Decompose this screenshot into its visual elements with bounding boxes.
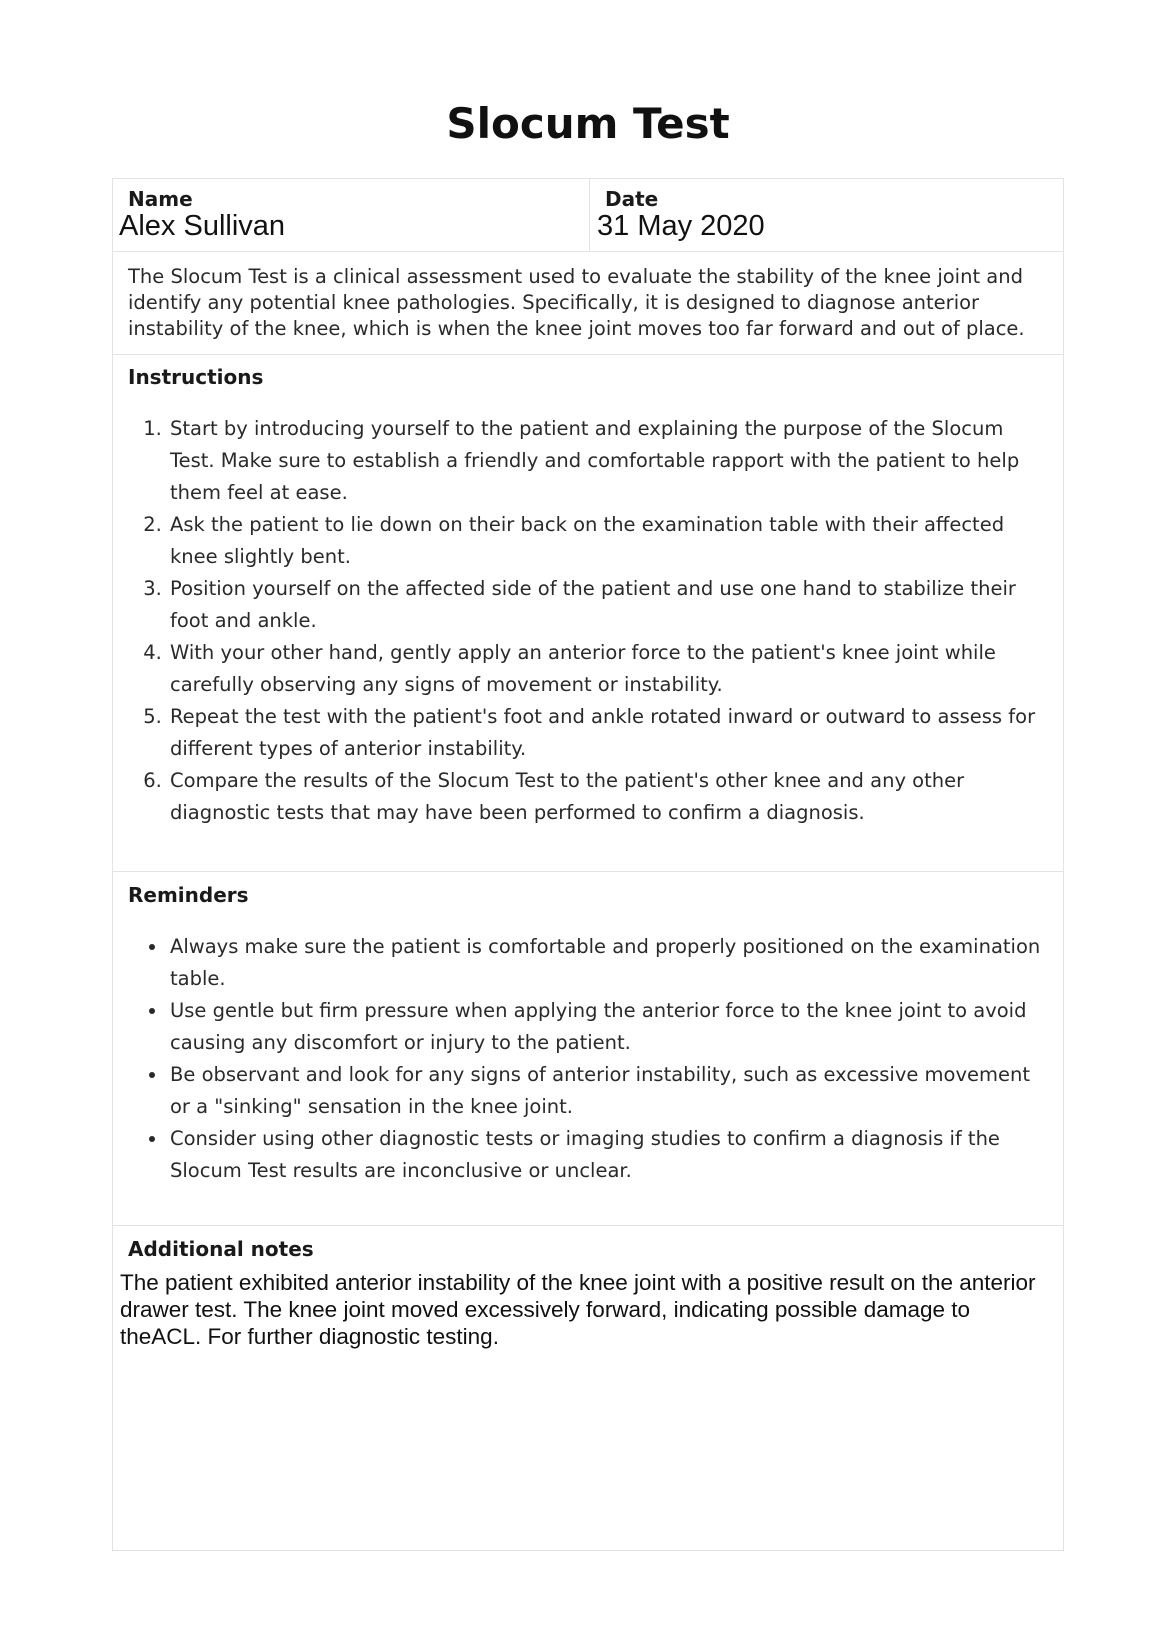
name-label: Name bbox=[128, 187, 193, 211]
list-item: 5. Repeat the test with the patient's foot and ankle rotated inward or outward to assess for different types of anterior instability. bbox=[168, 701, 1053, 765]
date-label: Date bbox=[605, 187, 659, 211]
instructions-list bbox=[128, 413, 1053, 829]
divider bbox=[113, 871, 1063, 872]
list-item: 6. Compare the results of the Slocum Test to the patient's other knee and any other diagnostic tests that may have been performed to confirm a diagnosis. bbox=[168, 765, 1053, 829]
list-item: 1. Start by introducing yourself to the patient and explaining the purpose of the Slocum Test. Make sure to establish a friendly and comfortable rapport with the patient to help them feel at ease. bbox=[168, 413, 1053, 509]
additional-notes-text[interactable]: The patient exhibited anterior instability of the knee joint with a positive result on the anterior drawer test. The knee joint moved excessively forward, indicating possible damage to theACL. For further diagnostic testing. bbox=[120, 1270, 1036, 1349]
list-item: • Always make sure the patient is comfortable and properly positioned on the examination table. bbox=[168, 931, 1053, 995]
list-item: • Be observant and look for any signs of anterior instability, such as excessive movement or a "sinking" sensation in the knee joint. bbox=[168, 1059, 1053, 1123]
list-item: 2. Ask the patient to lie down on their back on the examination table with their affected knee slightly bent. bbox=[168, 509, 1053, 573]
assessment-form bbox=[112, 178, 1064, 1551]
list-item: 4. With your other hand, gently apply an anterior force to the patient's knee joint while carefully observing any signs of movement or instability. bbox=[168, 637, 1053, 701]
page-title: Slocum Test bbox=[446, 99, 730, 148]
divider bbox=[113, 251, 1063, 252]
reminders-list bbox=[128, 931, 1053, 1187]
divider bbox=[113, 354, 1063, 355]
list-item: • Use gentle but firm pressure when applying the anterior force to the knee joint to avoid causing any discomfort or injury to the patient. bbox=[168, 995, 1053, 1059]
instructions-heading: Instructions bbox=[128, 365, 264, 389]
additional-notes-heading: Additional notes bbox=[128, 1237, 314, 1261]
name-value[interactable]: Alex Sullivan bbox=[119, 210, 286, 242]
divider bbox=[113, 1225, 1063, 1226]
reminders-heading: Reminders bbox=[128, 883, 249, 907]
column-divider bbox=[589, 179, 590, 251]
intro-paragraph: The Slocum Test is a clinical assessment used to evaluate the stability of the knee joint and identify any potential knee pathologies. Specifically, it is designed to diagnose anterior instability of the knee, which is when the knee joint moves too far forward and out of place. bbox=[128, 265, 1025, 340]
list-item: • Consider using other diagnostic tests or imaging studies to confirm a diagnosis if the Slocum Test results are inconclusive or unclear. bbox=[168, 1123, 1053, 1187]
list-item: 3. Position yourself on the affected side of the patient and use one hand to stabilize their foot and ankle. bbox=[168, 573, 1053, 637]
date-value[interactable]: 31 May 2020 bbox=[597, 210, 765, 242]
